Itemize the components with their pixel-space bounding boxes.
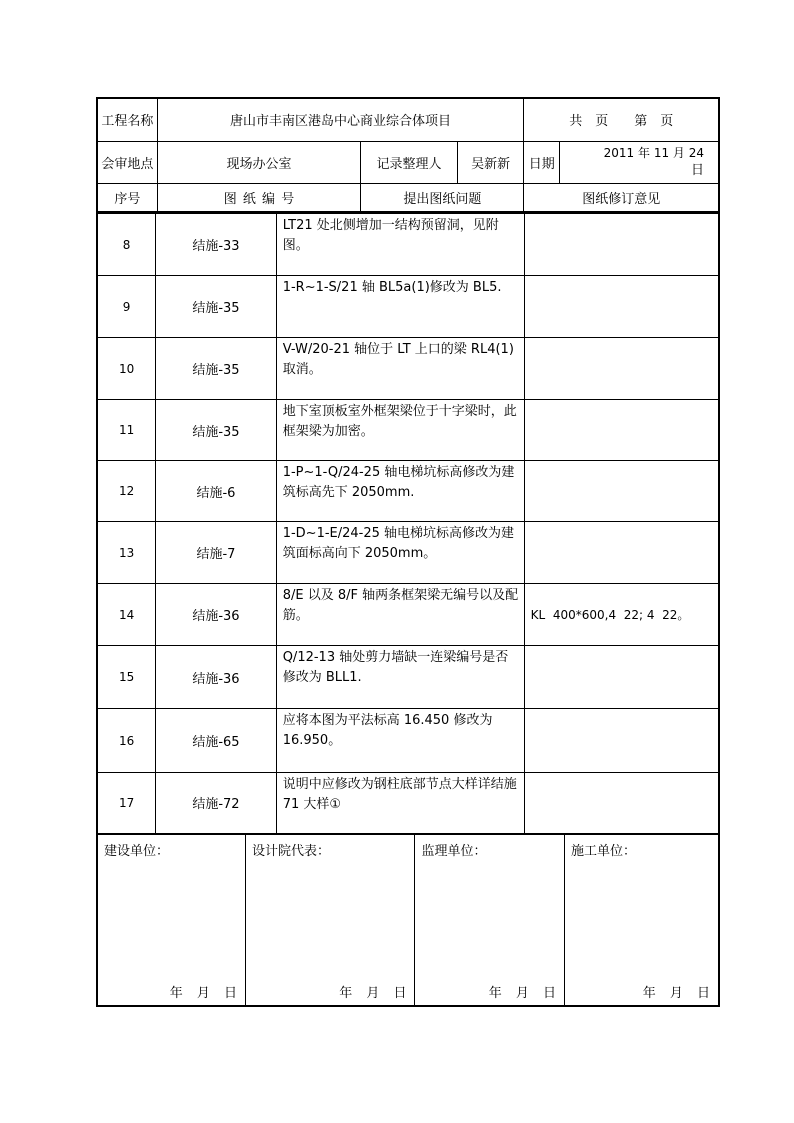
row-issue-text: 1-P~1-Q/24-25 轴电梯坑标高修改为建筑标高先下 2050mm. (282, 465, 515, 500)
row-issue-text: LT21 处北侧增加一结构预留洞，见附图。 (282, 218, 499, 253)
row-opinion: KL 400*600,4 22; 4 22。 (524, 584, 719, 646)
row-opinion (524, 709, 719, 773)
col-issue-header: 提出图纸问题 (361, 183, 524, 212)
row-opinion (524, 646, 719, 709)
column-header-row (97, 183, 719, 212)
row-drawing: 结施-72 (156, 773, 276, 834)
row-number: 8 (97, 214, 156, 276)
table-row (97, 338, 719, 400)
row-number: 10 (97, 338, 156, 400)
row-issue-text: 1-R~1-S/21 轴 BL5a(1)修改为 BL5. (282, 280, 502, 295)
signature-table (96, 834, 720, 1007)
signature-date: 年 月 日 (488, 986, 556, 1001)
row-issue (276, 276, 524, 338)
signature-date: 年 月 日 (642, 986, 710, 1001)
project-name: 唐山市丰南区港岛中心商业综合体项目 (157, 98, 524, 141)
table-row (97, 461, 719, 522)
row-drawing: 结施-36 (156, 646, 276, 709)
signature-designer (246, 835, 415, 1007)
project-label: 工程名称 (97, 98, 157, 141)
row-issue (276, 400, 524, 461)
table-row (97, 584, 719, 646)
row-issue (276, 709, 524, 773)
signature-date: 年 月 日 (339, 986, 407, 1001)
table-row (97, 400, 719, 461)
row-number: 16 (97, 709, 156, 773)
table-row (97, 773, 719, 834)
review-table (96, 97, 720, 213)
date-line-1: 2011 年 11 月 24 (603, 146, 704, 160)
signature-supervisor (415, 835, 565, 1007)
row-opinion (524, 461, 719, 522)
row-issue (276, 584, 524, 646)
signature-label: 施工单位： (570, 844, 636, 859)
row-drawing: 结施-65 (156, 709, 276, 773)
date-label: 日期 (524, 141, 560, 183)
row-issue-text: V-W/20-21 轴位于 LT 上口的梁 RL4(1)取消。 (282, 342, 514, 377)
row-issue (276, 646, 524, 709)
signature-date: 年 月 日 (169, 986, 238, 1001)
project-row (97, 98, 719, 141)
location-label: 会审地点 (97, 141, 157, 183)
row-drawing: 结施-35 (156, 400, 276, 461)
row-number: 15 (97, 646, 156, 709)
signature-label: 监理单位： (421, 844, 487, 859)
signature-label: 设计院代表： (252, 844, 331, 859)
table-row (97, 276, 719, 338)
location-value: 现场办公室 (157, 141, 361, 183)
row-issue (276, 461, 524, 522)
pages-text: 共 页 第 页 (524, 98, 719, 141)
issue-table (96, 213, 720, 835)
row-issue (276, 214, 524, 276)
row-issue-text: 1-D~1-E/24-25 轴电梯坑标高修改为建筑面标高向下 2050mm。 (282, 526, 515, 561)
row-drawing: 结施-33 (156, 214, 276, 276)
row-issue-text: Q/12-13 轴处剪力墙缺一连梁编号是否修改为 BLL1. (282, 650, 509, 685)
row-opinion (524, 400, 719, 461)
row-drawing: 结施-35 (156, 338, 276, 400)
row-issue-text: 地下室顶板室外框架梁位于十字梁时，此框架梁为加密。 (282, 404, 517, 439)
row-opinion (524, 214, 719, 276)
row-drawing: 结施-7 (156, 522, 276, 584)
row-opinion (524, 522, 719, 584)
row-issue (276, 338, 524, 400)
row-number: 12 (97, 461, 156, 522)
row-number: 9 (97, 276, 156, 338)
row-opinion (524, 276, 719, 338)
col-no-header: 序号 (97, 183, 157, 212)
recorder-value: 吴新新 (457, 141, 524, 183)
signature-contractor (564, 835, 719, 1007)
row-number: 11 (97, 400, 156, 461)
row-drawing: 结施-35 (156, 276, 276, 338)
row-number: 13 (97, 522, 156, 584)
date-value (560, 141, 719, 183)
row-opinion (524, 338, 719, 400)
location-row (97, 141, 719, 183)
table-row (97, 646, 719, 709)
row-issue (276, 522, 524, 584)
row-number: 14 (97, 584, 156, 646)
table-row (97, 214, 719, 276)
row-number: 17 (97, 773, 156, 834)
col-drawing-header: 图 纸 编 号 (157, 183, 361, 212)
row-issue-text: 8/E 以及 8/F 轴两条框架梁无编号以及配筋。 (282, 588, 519, 623)
row-issue-text: 说明中应修改为钢柱底部节点大样详结施 71 大样① (282, 777, 517, 812)
signature-label: 建设单位： (104, 844, 170, 859)
row-drawing: 结施-6 (156, 461, 276, 522)
recorder-label: 记录整理人 (361, 141, 457, 183)
row-drawing: 结施-36 (156, 584, 276, 646)
table-row (97, 522, 719, 584)
row-issue-text: 应将本图为平法标高 16.450 修改为 16.950。 (282, 713, 493, 748)
col-opinion-header: 图纸修订意见 (524, 183, 719, 212)
row-opinion (524, 773, 719, 834)
row-issue (276, 773, 524, 834)
date-line-2: 日 (690, 163, 704, 178)
signature-owner (97, 835, 246, 1007)
table-row (97, 709, 719, 773)
